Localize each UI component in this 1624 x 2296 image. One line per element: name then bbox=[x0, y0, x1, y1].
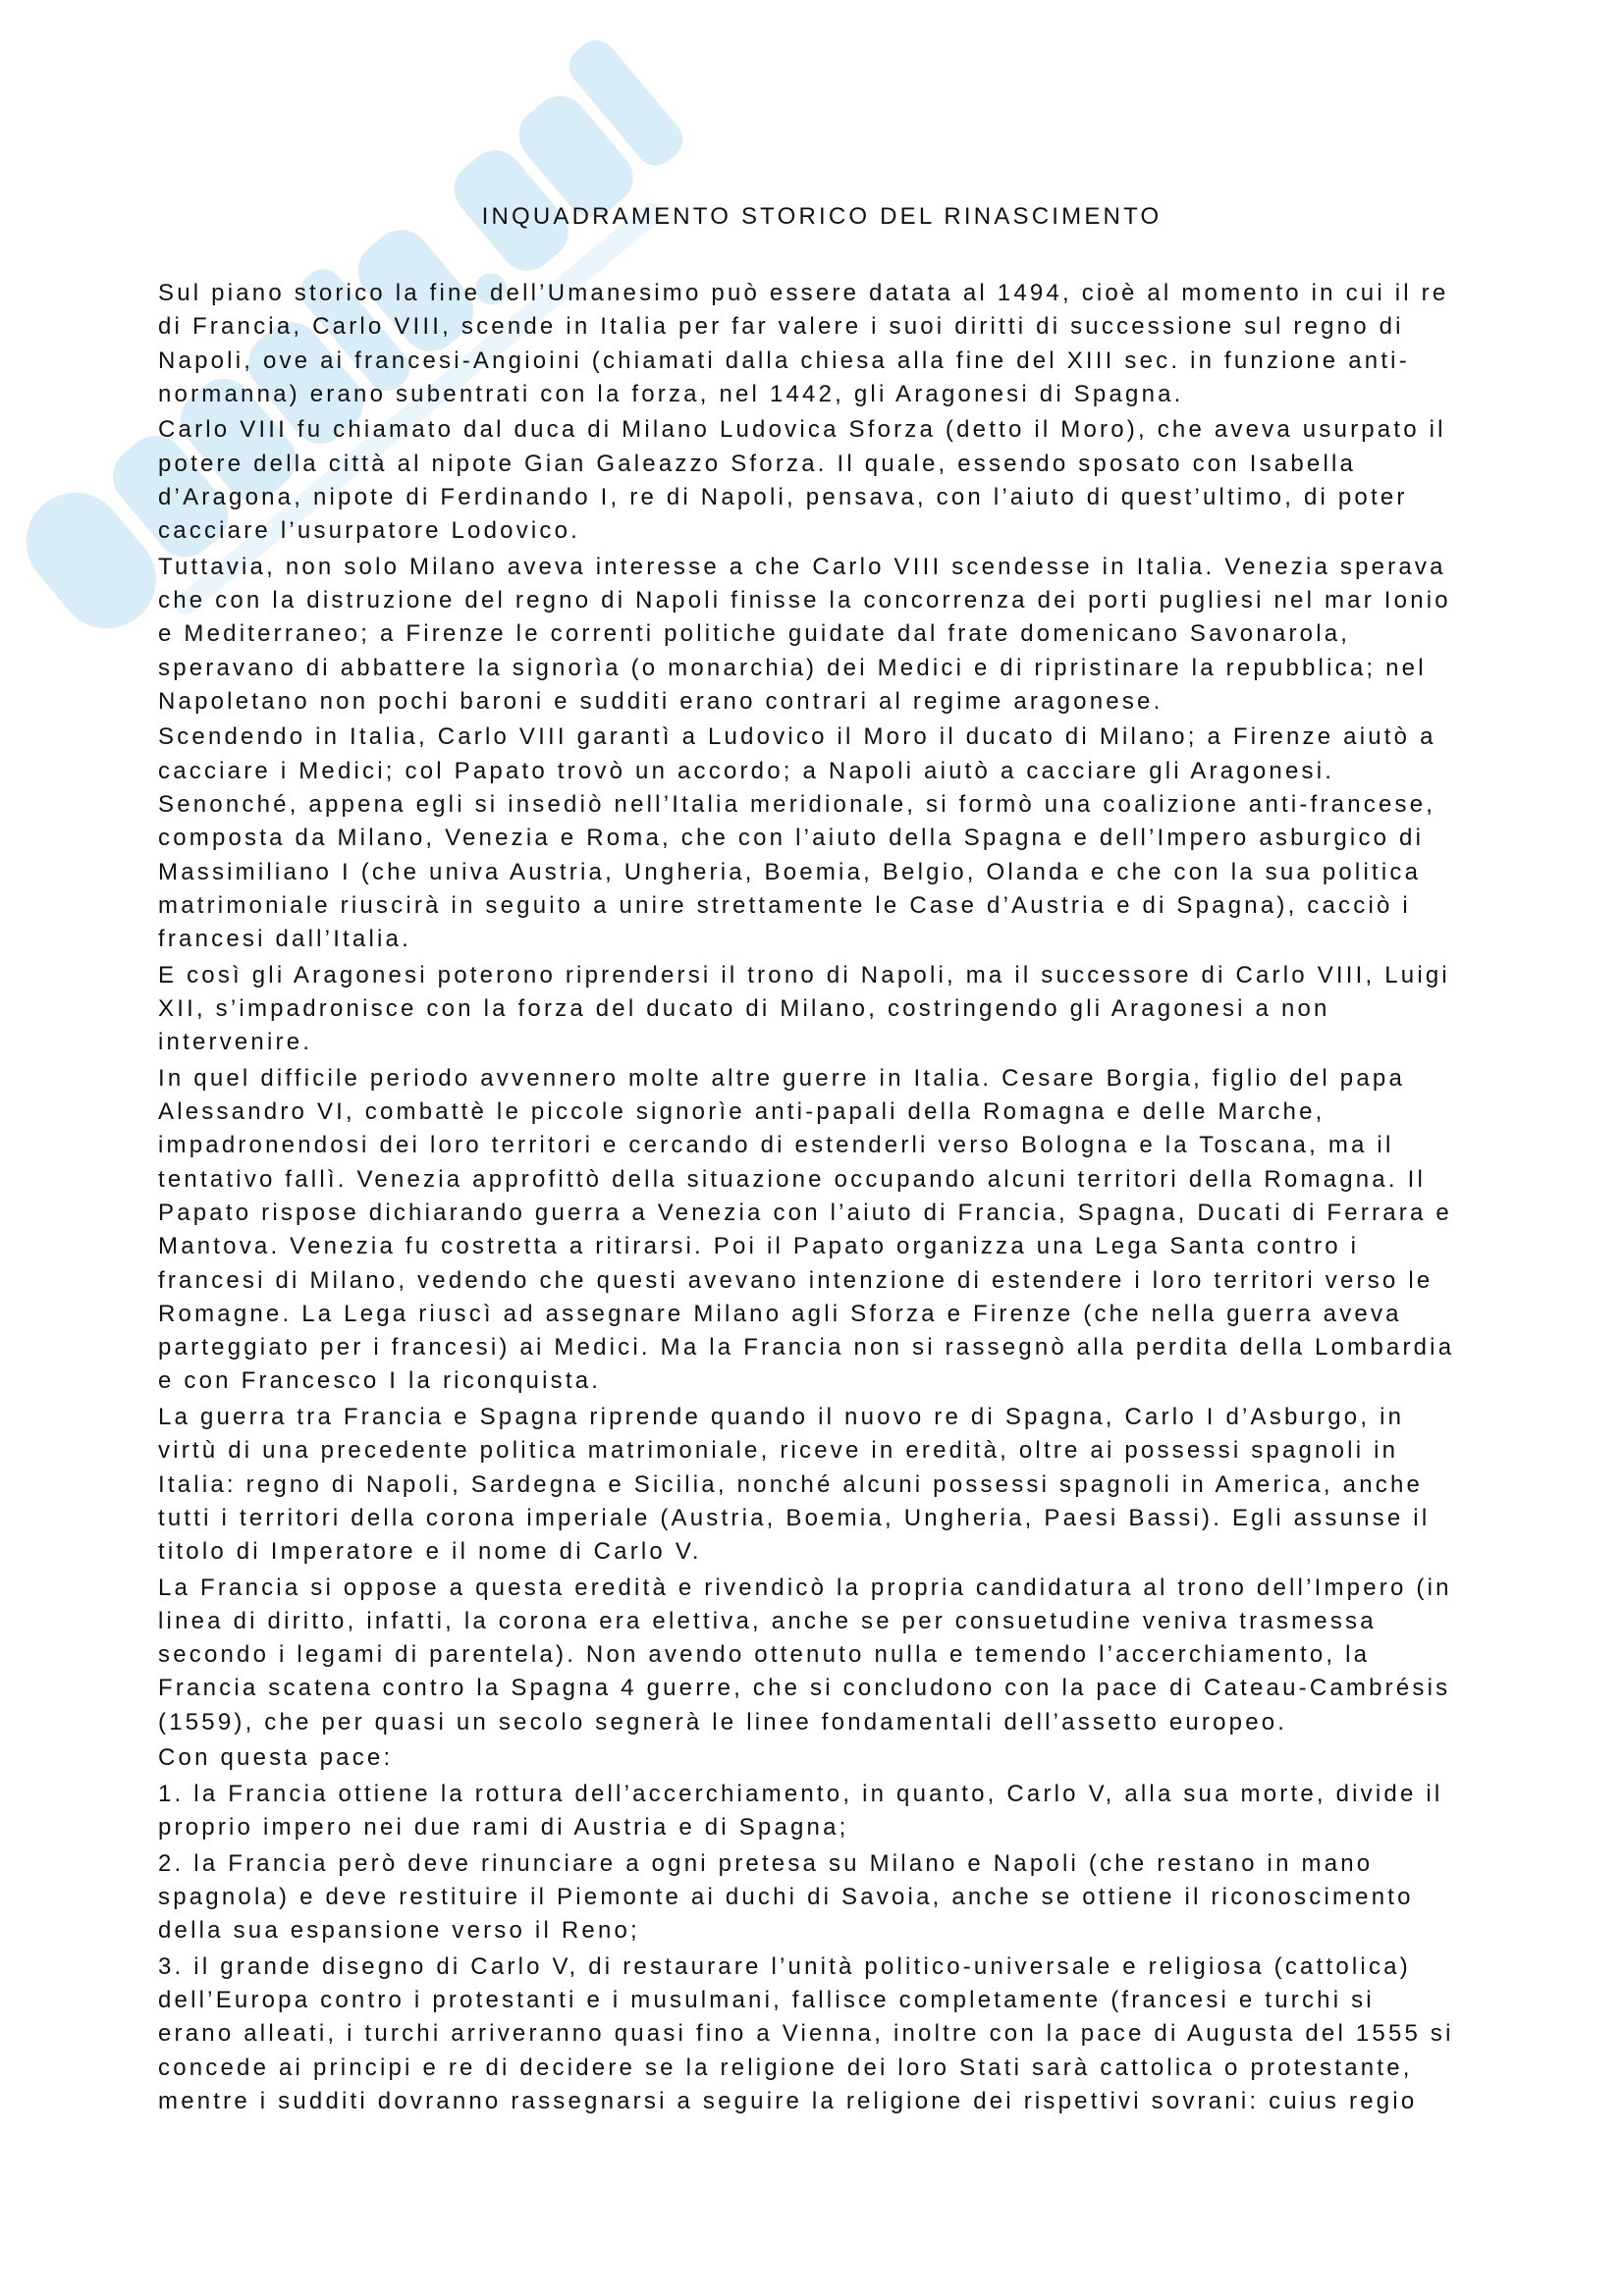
text-line: Romagne. La Lega riuscì ad assegnare Milano agli Sforza e Firenze (che nella guerra aveva bbox=[158, 1300, 1402, 1327]
text-line: d’Aragona, nipote di Ferdinando I, re di Napoli, pensava, con l’aiuto di quest’ultimo, di poter bbox=[158, 483, 1408, 510]
text-line: 3. il grande disegno di Carlo V, di restaurare l’unità politico-universale e religiosa (cattolica) bbox=[158, 1952, 1411, 1980]
text-line: francesi di Milano, vedendo che questi avevano intenzione di estendere i loro territori verso le bbox=[158, 1266, 1434, 1294]
text-line: Carlo VIII fu chiamato dal duca di Milano Ludovica Sforza (detto il Moro), che aveva usurpato il bbox=[158, 416, 1446, 444]
text-line: tentativo fallì. Venezia approfittò della situazione occupando alcuni territori della Romagna. Il bbox=[158, 1165, 1426, 1193]
text-line: E così gli Aragonesi poterono riprendersi il trono di Napoli, ma il successore di Carlo VIII, Luigi bbox=[158, 961, 1450, 988]
text-line: (1559), che per quasi un secolo segnerà le linee fondamentali dell’assetto europeo. bbox=[158, 1708, 1288, 1735]
text-line: della sua espansione verso il Reno; bbox=[158, 1917, 640, 1945]
text-line: Tuttavia, non solo Milano aveva interesse a che Carlo VIII scendesse in Italia. Venezia sperava bbox=[158, 553, 1446, 580]
text-line: spagnola) e deve restituire il Piemonte ai duchi di Savoia, anche se ottiene il riconoscimento bbox=[158, 1883, 1414, 1910]
text-line: La guerra tra Francia e Spagna riprende quando il nuovo re di Spagna, Carlo I d’Asburgo, in bbox=[158, 1403, 1405, 1430]
paragraph bbox=[158, 1401, 1513, 1569]
text-line: virtù di una precedente politica matrimoniale, riceve in eredità, oltre ai possessi spagnoli in bbox=[158, 1437, 1399, 1465]
text-line: In quel difficile periodo avvennero molte altre guerre in Italia. Cesare Borgia, figlio del papa bbox=[158, 1064, 1405, 1092]
paragraph bbox=[158, 1741, 1513, 1775]
document-title: INQUADRAMENTO STORICO DEL RINASCIMENTO bbox=[481, 203, 1163, 230]
text-line: matrimoniale riuscirà in seguito a unire strettamente le Case d’Austria e di Spagna), cacciò i bbox=[158, 891, 1411, 919]
text-line: Napoletano non pochi baroni e sudditi erano contrari al regime aragonese. bbox=[158, 687, 1164, 715]
text-line: Italia: regno di Napoli, Sardegna e Sicilia, nonché alcuni possessi spagnoli in America, anche bbox=[158, 1470, 1424, 1498]
text-line: Mantova. Venezia fu costretta a ritirarsi. Poi il Papato organizza una Lega Santa contro i bbox=[158, 1233, 1360, 1260]
text-line: linea di diritto, infatti, la corona era elettiva, anche se per consuetudine veniva trasmessa bbox=[158, 1607, 1377, 1634]
text-line: parteggiato per i francesi) ai Medici. Ma la Francia non si rassegnò alla perdita della Lombardia bbox=[158, 1334, 1455, 1362]
document-body bbox=[158, 277, 1513, 2120]
paragraph bbox=[158, 551, 1513, 719]
text-line: 2. la Francia però deve rinunciare a ogni pretesa su Milano e Napoli (che restano in mano bbox=[158, 1849, 1374, 1877]
text-line: e con Francesco I la riconquista. bbox=[158, 1367, 602, 1395]
text-line: titolo di Imperatore e il nome di Carlo V. bbox=[158, 1538, 702, 1566]
paragraph bbox=[158, 1950, 1513, 2118]
text-line: Scendendo in Italia, Carlo VIII garantì a Ludovico il Moro il ducato di Milano; a Firenze aiutò a bbox=[158, 723, 1436, 751]
text-line: normanna) erano subentrati con la forza, nel 1442, gli Aragonesi di Spagna. bbox=[158, 380, 1184, 407]
text-line: Con questa pace: bbox=[158, 1744, 394, 1772]
paragraph bbox=[158, 1572, 1513, 1739]
text-line: concede ai principi e re di decidere se la religione dei loro Stati sarà cattolica o protestante, bbox=[158, 2054, 1413, 2081]
text-line: di Francia, Carlo VIII, scende in Italia per far valere i suoi diritti di successione sul regno di bbox=[158, 313, 1404, 341]
text-line: che con la distruzione del regno di Napoli finisse la concorrenza dei porti pugliesi nel mar Ionio bbox=[158, 587, 1451, 614]
paragraph bbox=[158, 277, 1513, 411]
text-line: francesi dall’Italia. bbox=[158, 926, 411, 953]
text-line: impadronendosi dei loro territori e cercando di estenderli verso Bologna e la Toscana, ma il bbox=[158, 1132, 1394, 1159]
text-line: speravano di abbattere la signorìa (o monarchia) dei Medici e di ripristinare la repubblica; nel bbox=[158, 654, 1427, 681]
text-line: Papato rispose dichiarando guerra a Venezia con l’aiuto di Francia, Spagna, Ducati di Ferrara e bbox=[158, 1199, 1452, 1226]
text-line: 1. la Francia ottiene la rottura dell’accerchiamento, in quanto, Carlo V, alla sua morte, divide il bbox=[158, 1780, 1443, 1807]
text-line: cacciare i Medici; col Papato trovò un accordo; a Napoli aiutò a cacciare gli Aragonesi. bbox=[158, 757, 1335, 784]
text-line: secondo i legami di parentela). Non avendo ottenuto nulla e temendo l’accerchiamento, la bbox=[158, 1641, 1371, 1669]
text-line: tutti i territori della corona imperiale (Austria, Boemia, Ungheria, Paesi Bassi). Egli assunse il bbox=[158, 1504, 1431, 1531]
text-line: La Francia si oppose a questa eredità e rivendicò la propria candidatura al trono dell’Impero (in bbox=[158, 1574, 1452, 1601]
text-line: Napoli, ove ai francesi-Angioini (chiamati dalla chiesa alla fine del XIII sec. in funzione anti- bbox=[158, 347, 1410, 374]
paragraph bbox=[158, 1847, 1513, 1949]
paragraph bbox=[158, 413, 1513, 548]
text-line: cacciare l’usurpatore Lodovico. bbox=[158, 517, 581, 545]
paragraph bbox=[158, 1778, 1513, 1845]
text-line: dell’Europa contro i protestanti e i musulmani, fallisce completamente (francesi e turchi si bbox=[158, 1986, 1375, 2013]
text-line: Alessandro VI, combattè le piccole signorìe anti-papali della Romagna e delle Marche, bbox=[158, 1098, 1326, 1126]
text-line: Sul piano storico la fine dell’Umanesimo può essere datata al 1494, cioè al momento in cui il re bbox=[158, 280, 1449, 306]
text-line: XII, s’impadronisce con la forza del ducato di Milano, costringendo gli Aragonesi a non bbox=[158, 994, 1330, 1022]
text-line: e Mediterraneo; a Firenze le correnti politiche guidate dal frate domenicano Savonarola, bbox=[158, 620, 1351, 648]
paragraph bbox=[158, 1062, 1513, 1399]
text-line: intervenire. bbox=[158, 1029, 313, 1056]
paragraph bbox=[158, 721, 1513, 956]
text-line: Francia scatena contro la Spagna 4 guerre, che si concludono con la pace di Cateau-Cambrésis bbox=[158, 1675, 1451, 1702]
text-line: composta da Milano, Venezia e Roma, che con l’aiuto della Spagna e dell’Impero asburgico di bbox=[158, 825, 1425, 852]
text-line: Senonché, appena egli si insediò nell’Italia meridionale, si formò una coalizione anti-francese, bbox=[158, 791, 1436, 819]
text-line: potere della città al nipote Gian Galeazzo Sforza. Il quale, essendo sposato con Isabella bbox=[158, 450, 1357, 477]
text-line: mentre i sudditi dovranno rassegnarsi a seguire la religione dei rispettivi sovrani: cuius regio bbox=[158, 2087, 1418, 2114]
text-line: erano alleati, i turchi arriveranno quasi fino a Vienna, inoltre con la pace di Augusta del 1555 si bbox=[158, 2020, 1454, 2048]
text-line: Massimiliano I (che univa Austria, Ungheria, Boemia, Belgio, Olanda e che con la sua politica bbox=[158, 858, 1422, 885]
paragraph bbox=[158, 959, 1513, 1060]
text-line: proprio impero nei due rami di Austria e di Spagna; bbox=[158, 1814, 849, 1842]
